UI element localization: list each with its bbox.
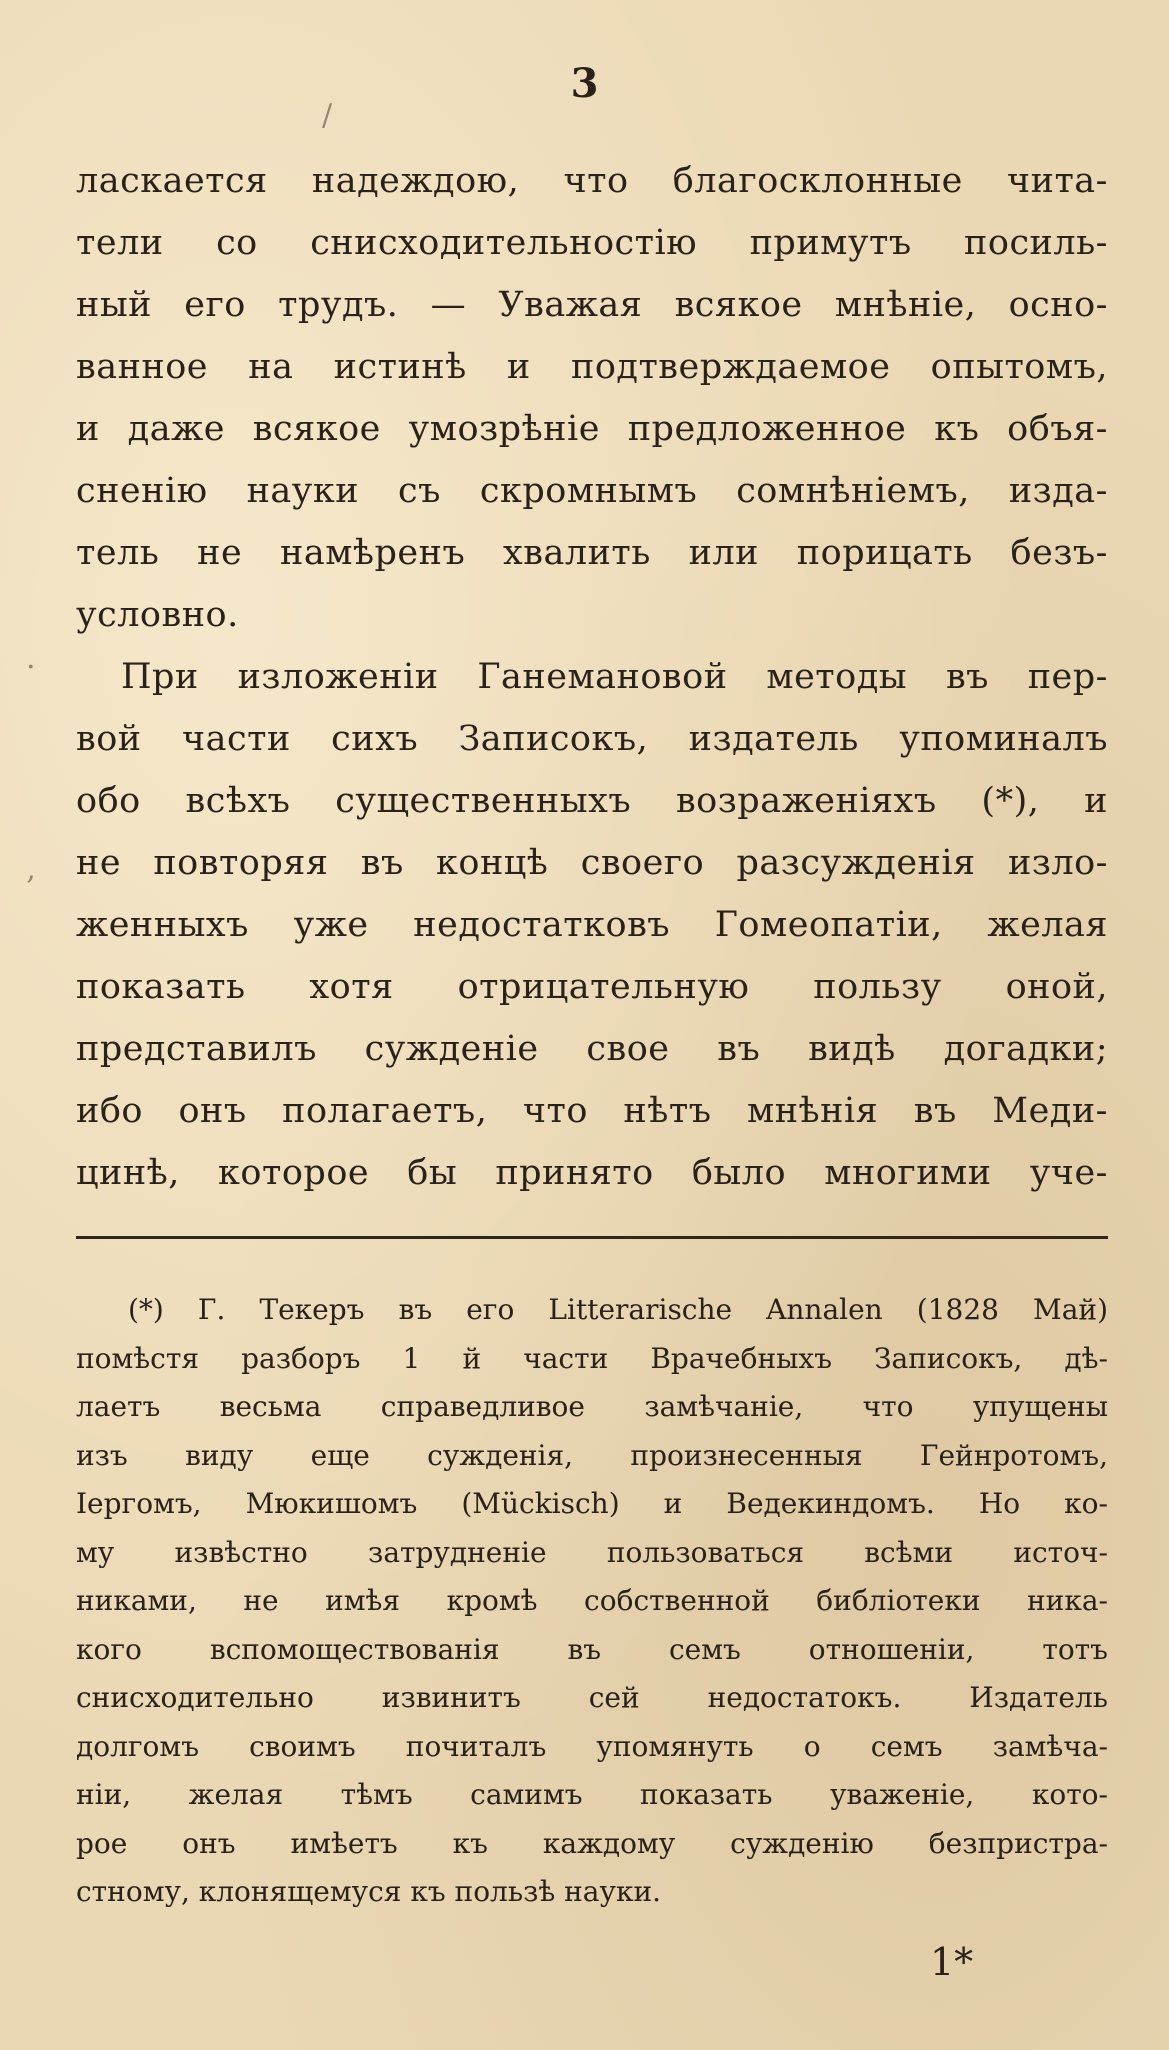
- margin-mark-left: ‚: [26, 852, 36, 887]
- footnote-divider: [76, 1236, 1108, 1239]
- text-line: женныхъ уже недостатковъ Гомеопатіи, желая: [76, 905, 1108, 945]
- footnote-line: (*) Г. Текеръ въ его Litterarische Annalen (1828 Май): [128, 1293, 1108, 1326]
- footnote-line: помѣстя разборъ 1 й части Врачебныхъ Записокъ, дѣ-: [76, 1341, 1108, 1375]
- footnote-line: стному, клонящемуся къ пользѣ науки.: [76, 1875, 662, 1908]
- signature-mark: 1*: [930, 1940, 974, 1984]
- page-number: 3: [570, 60, 599, 107]
- text-line: показать хотя отрицательную пользу оной,: [76, 967, 1108, 1007]
- footnote-line: долгомъ своимъ почиталъ упомянуть о семъ замѣча-: [76, 1729, 1108, 1763]
- footnote-line: рое онъ имѣетъ къ каждому сужденію безпристра-: [76, 1826, 1108, 1860]
- margin-mark-left: ·: [26, 650, 36, 685]
- footnote: [76, 1286, 1108, 1917]
- text-line: и даже всякое умозрѣніе предложенное къ объя-: [76, 409, 1108, 449]
- text-line: тель не намѣренъ хвалить или порицать безъ-: [76, 533, 1108, 573]
- text-line: При изложеніи Ганемановой методы въ пер-: [121, 657, 1108, 697]
- footnote-line: никами, не имѣя кромѣ собственной библіотеки ника-: [76, 1584, 1108, 1617]
- margin-mark-top: /: [322, 98, 333, 133]
- text-line: не повторяя въ концѣ своего разсужденія изло-: [76, 843, 1108, 883]
- footnote-line: му извѣстно затрудненіе пользоваться всѣми источ-: [76, 1535, 1108, 1569]
- text-line: обо всѣхъ существенныхъ возраженіяхъ (*), и: [76, 781, 1108, 821]
- text-line: представилъ сужденіе свое въ видѣ догадки;: [76, 1029, 1108, 1069]
- footnote-line: снисходительно извинитъ сей недостатокъ. Издатель: [76, 1681, 1108, 1714]
- text-line: вой части сихъ Записокъ, издатель упоминалъ: [76, 719, 1108, 759]
- text-line: тели со снисходительностію примутъ посиль-: [76, 223, 1108, 263]
- text-line: условно.: [76, 595, 239, 635]
- footnote-line: изъ виду еще сужденія, произнесенныя Гейнротомъ,: [76, 1438, 1108, 1472]
- text-line: сненію науки съ скромнымъ сомнѣніемъ, изда-: [76, 471, 1108, 511]
- text-line: цинѣ, которое бы принято было многими уче-: [76, 1153, 1108, 1193]
- footnote-line: лаетъ весьма справедливое замѣчаніе, что упущены: [76, 1390, 1108, 1423]
- footnote-line: ніи, желая тѣмъ самимъ показать уваженіе, кото-: [76, 1778, 1108, 1811]
- text-line: ванное на истинѣ и подтверждаемое опытомъ,: [76, 347, 1108, 387]
- main-text-body: [76, 150, 1108, 1204]
- text-line: ибо онъ полагаетъ, что нѣтъ мнѣнія въ Меди-: [76, 1091, 1108, 1131]
- footnote-line: кого вспомоществованія въ семъ отношеніи, тотъ: [76, 1632, 1108, 1666]
- text-line: ласкается надеждою, что благосклонные чита-: [76, 161, 1108, 201]
- text-line: ный его трудъ. — Уважая всякое мнѣніе, осно-: [76, 285, 1108, 325]
- footnote-line: Іергомъ, Мюкишомъ (Mückisch) и Ведекиндомъ. Но ко-: [76, 1487, 1108, 1520]
